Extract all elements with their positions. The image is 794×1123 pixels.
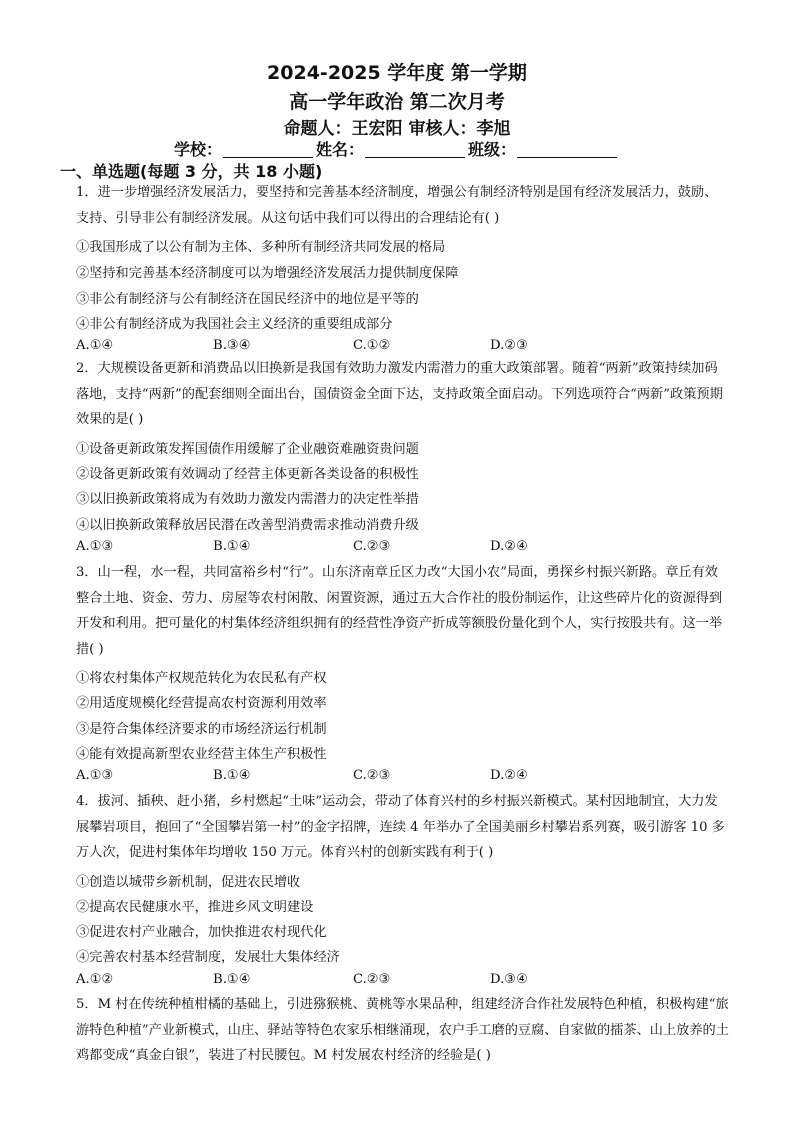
choice-b[interactable]: B.③④ <box>213 338 251 353</box>
choice-a[interactable]: A.①② <box>76 972 114 987</box>
student-info-line <box>174 137 620 160</box>
choice-c[interactable]: C.②③ <box>353 768 391 783</box>
choice-d[interactable]: D.②④ <box>490 539 528 554</box>
question-1-statement-3: ③非公有制经济与公有制经济在国民经济中的地位是平等的 <box>76 292 419 307</box>
school-blank[interactable] <box>223 141 313 158</box>
choice-b[interactable]: B.①④ <box>213 768 251 783</box>
question-4-statement-1: ①创造以城带乡新机制，促进农民增收 <box>76 875 301 890</box>
exam-authors: 命题人：王宏阳 审核人：李旭 <box>283 119 511 139</box>
question-1-statement-4: ④非公有制经济成为我国社会主义经济的重要组成部分 <box>76 317 393 332</box>
exam-title-subject: 高一学年政治 第二次月考 <box>289 91 505 113</box>
exam-title-term: 2024-2025 学年度 第一学期 <box>267 62 527 84</box>
choice-a[interactable]: A.①③ <box>76 768 114 783</box>
question-2-stem: 2．大规模设备更新和消费品以旧换新是我国有效助力激发内需潜力的重大政策部署。随着“两新”政策持续加码落地，支持“两新”的配套细则全面出台，国债资金全面下达，支持政策全面启动。下列选项符合“两新”政策预期效果的是( ) <box>76 361 723 428</box>
question-5-stem: 5．M 村在传统种植柑橘的基础上，引进猕猴桃、黄桃等水果品种，组建经济合作社发展特色种植，积极构建“旅游特色种植”产业新模式，山庄、驿站等特色农家乐相继涌现，农户手工磨的豆腐、自家做的擂茶、山上放养的土鸡都变成“真金白银”，装进了村民腰包。M 村发展农村经济的经验是( ) <box>76 997 729 1064</box>
question-3-statement-1: ①将农村集体产权规范转化为农民私有产权 <box>76 671 327 686</box>
question-4-statement-4: ④完善农村基本经营制度，发展壮大集体经济 <box>76 950 340 965</box>
question-2-statement-2: ②设备更新政策有效调动了经营主体更新各类设备的积极性 <box>76 467 419 482</box>
class-blank[interactable] <box>517 141 617 158</box>
question-1-statement-1: ①我国形成了以公有制为主体、多种所有制经济共同发展的格局 <box>76 240 446 255</box>
question-4-stem: 4．拔河、插秧、赶小猪，乡村燃起“土味”运动会，带动了体育兴村的乡村振兴新模式。某村因地制宜，大力发展攀岩项目，抱回了“全国攀岩第一村”的金字招牌，连续 4 年举办了全国美丽乡村攀岩系列赛，吸引游客 10 多万人次，促进村集体年均增收 150 万元。体育兴村的创新实践有利于( ) <box>76 794 725 861</box>
name-blank[interactable] <box>365 141 465 158</box>
choice-d[interactable]: D.③④ <box>490 972 528 987</box>
choice-c[interactable]: C.②③ <box>353 972 391 987</box>
choice-a[interactable]: A.①④ <box>76 338 114 353</box>
choice-c[interactable]: C.②③ <box>353 539 391 554</box>
choice-d[interactable]: D.②③ <box>490 338 528 353</box>
class-label: 班级： <box>468 140 517 159</box>
question-1-statement-2: ②坚持和完善基本经济制度可以为增强经济发展活力提供制度保障 <box>76 266 459 281</box>
section-title: 一、单选题(每题 3 分，共 18 小题) <box>60 162 323 181</box>
choice-d[interactable]: D.②④ <box>490 768 528 783</box>
school-label: 学校： <box>174 140 223 159</box>
choice-b[interactable]: B.①④ <box>213 972 251 987</box>
choice-c[interactable]: C.①② <box>353 338 391 353</box>
question-3-stem: 3．山一程，水一程，共同富裕乡村“行”。山东济南章丘区力改“大国小农”局面，勇探乡村振兴新路。章丘有效整合土地、资金、劳力、房屋等农村闲散、闲置资源，通过五大合作社的股份制运作，让这些碎片化的资源得到开发和利用。把可量化的村集体经济组织拥有的经营性净资产折成等额股份量化到个人，实行按股共有。这一举措( ) <box>76 565 723 658</box>
question-3-statement-2: ②用适度规模化经营提高农村资源利用效率 <box>76 696 327 711</box>
question-2-statement-4: ④以旧换新政策释放居民潜在改善型消费需求推动消费升级 <box>76 518 419 533</box>
name-label: 姓名： <box>316 140 365 159</box>
question-4-statement-2: ②提高农民健康水平，推进乡风文明建设 <box>76 900 314 915</box>
question-2-statement-3: ③以旧换新政策将成为有效助力激发内需潜力的决定性举措 <box>76 492 419 507</box>
question-3-statement-4: ④能有效提高新型农业经营主体生产积极性 <box>76 747 327 762</box>
choice-b[interactable]: B.①④ <box>213 539 251 554</box>
question-1-stem: 1．进一步增强经济发展活力，要坚持和完善基本经济制度，增强公有制经济特别是国有经济发展活力，鼓励、支持、引导非公有制经济发展。从这句话中我们可以得出的合理结论有( ) <box>76 185 718 226</box>
choice-a[interactable]: A.①③ <box>76 539 114 554</box>
question-2-statement-1: ①设备更新政策发挥国债作用缓解了企业融资难融资贵问题 <box>76 442 419 457</box>
question-3-statement-3: ③是符合集体经济要求的市场经济运行机制 <box>76 722 327 737</box>
question-4-statement-3: ③促进农村产业融合，加快推进农村现代化 <box>76 925 327 940</box>
